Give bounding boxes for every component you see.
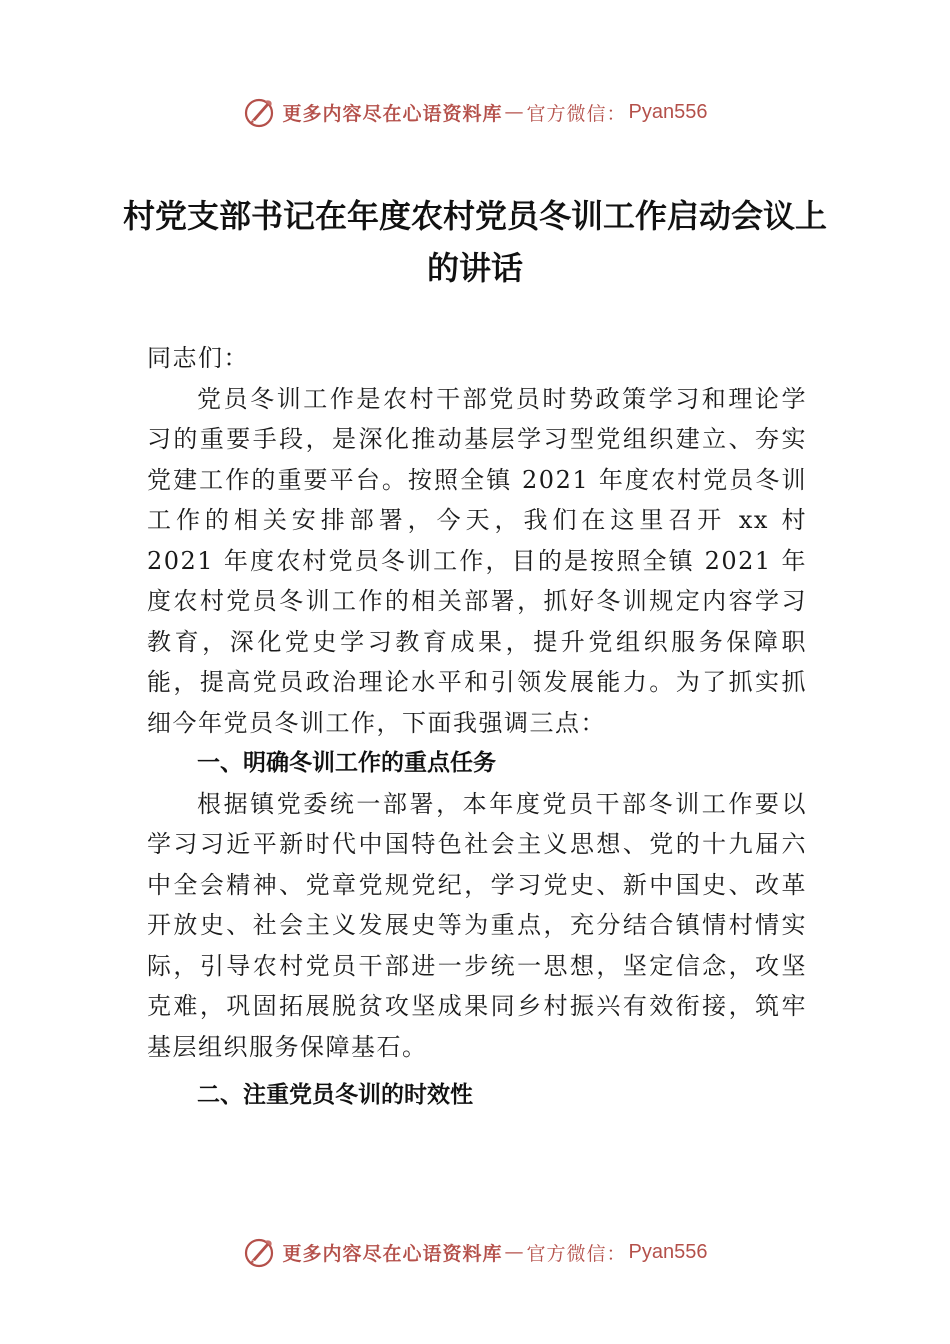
- banner-wechat-id: Pyan556: [628, 1240, 708, 1263]
- intro-paragraph: 党员冬训工作是农村干部党员时势政策学习和理论学习的重要手段，是深化推动基层学习型党组织建立、夯实党建工作的重要平台。按照全镇 2021 年度农村党员冬训工作的相关安排部署，今天，我们在这里召开 xx 村 2021 年度农村党员冬训工作，目的是按照全镇 2021 年度农村党员冬训工作的相关部署，抓好冬训规定内容学习教育，深化党史学习教育成果，提升党组织服务保障职能，提高党员政治理论水平和引领发展能力。为了抓实抓细今年党员冬训工作，下面我强调三点：: [147, 384, 807, 737]
- banner-separator: —: [504, 101, 525, 123]
- section-1-heading: 一、明确冬训工作的重点任务: [197, 750, 496, 776]
- banner-brand: 更多内容尽在心语资料库: [282, 1242, 503, 1265]
- header-banner: [0, 92, 950, 132]
- salutation: 同志们：: [147, 344, 249, 372]
- document-body: [147, 338, 807, 1116]
- section-2-heading: 二、注重党员冬训的时效性: [197, 1082, 473, 1108]
- document-title: 村党支部书记在年度农村党员冬训工作启动会议上的讲话: [122, 197, 827, 287]
- section-1-paragraph: 根据镇党委统一部署，本年度党员干部冬训工作要以学习习近平新时代中国特色社会主义思想、党的十九届六中全会精神、党章党规党纪，学习党史、新中国史、改革开放史、社会主义发展史等为重点，充分结合镇情村情实际，引导农村党员干部进一步统一思想，坚定信念，攻坚克难，巩固拓展脱贫攻坚成果同乡村振兴有效衔接，筑牢基层组织服务保障基石。: [147, 789, 807, 1061]
- quill-logo-icon: [243, 1236, 275, 1268]
- banner-official-label: 官方微信：: [526, 102, 627, 125]
- banner-official-label: 官方微信：: [526, 1242, 627, 1265]
- quill-logo-icon: [243, 96, 275, 128]
- banner-separator: —: [504, 1241, 525, 1263]
- banner-brand: 更多内容尽在心语资料库: [282, 102, 503, 125]
- footer-banner: [0, 1232, 950, 1272]
- banner-wechat-id: Pyan556: [628, 100, 708, 123]
